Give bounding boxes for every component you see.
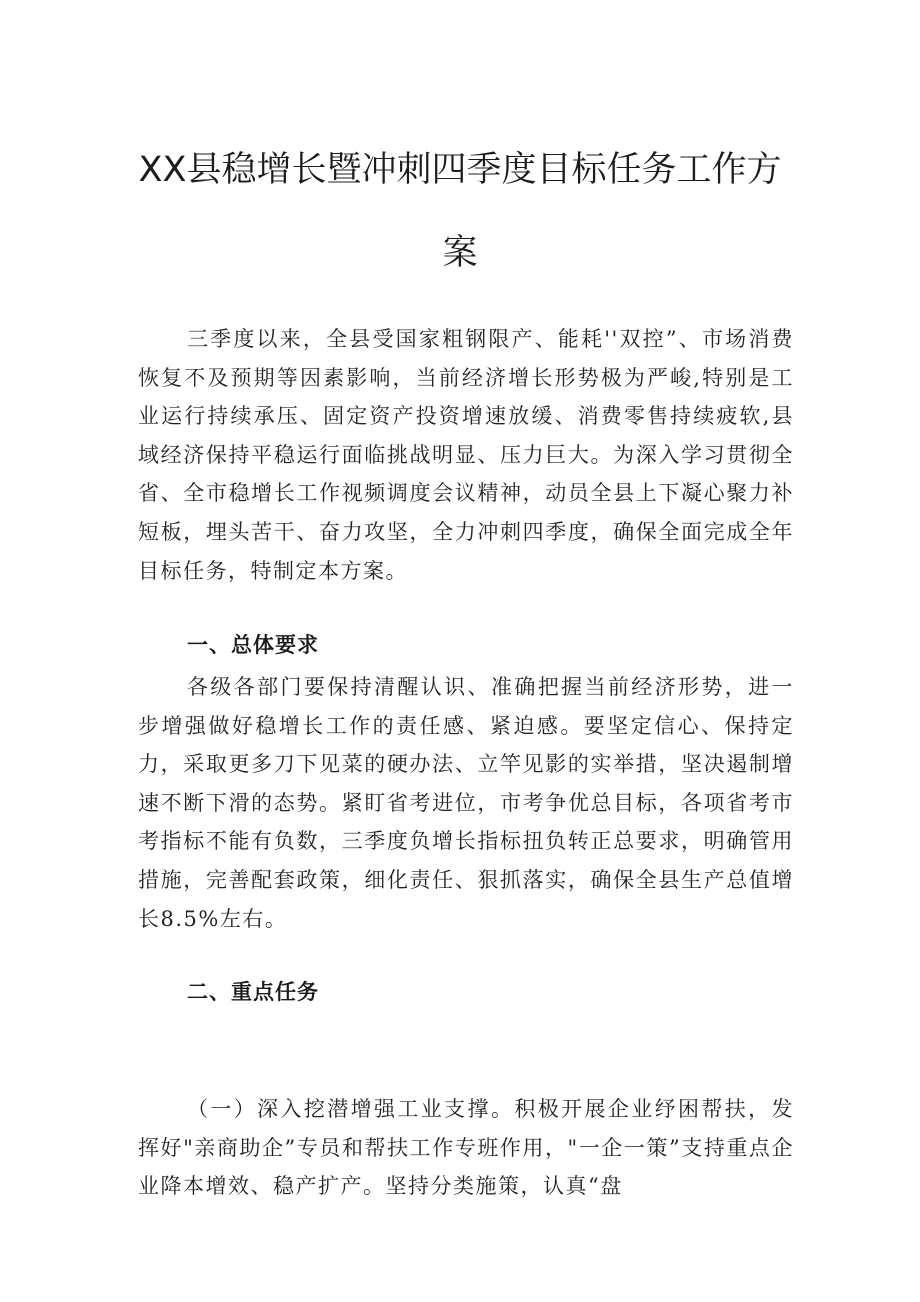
general-requirements-paragraph: 各级各部门要保持清醒认识、准确把握当前经济形势，进一步增强做好稳增长工作的责任感、紧迫感。要坚定信心、保持定力，采取更多刀下见菜的硬办法、立竿见影的实举措，坚决遏制增速不断下滑的态势。紧盯省考进位，市考争优总目标，各项省考市考指标不能有负数，三季度负增长指标扭负转正总要求，明确管用措施，完善配套政策，细化责任、狠抓落实，确保全县生产总值增长8.5%左右。 [138,675,794,931]
document-title-line-2: 案 [442,233,478,273]
section-heading-general-requirements: 一、总体要求 [187,633,319,657]
intro-paragraph: 三季度以来，全县受国家粗钢限产、能耗''双控”、市场消费恢复不及预期等因素影响，当前经济增长形势极为严峻,特别是工业运行持续承压、固定资产投资增速放缓、消费零售持续疲软,县域经济保持平稳运行面临挑战明显、压力巨大。为深入学习贯彻全省、全市稳增长工作视频调度会议精神，动员全县上下凝心聚力补短板，埋头苦干、奋力攻坚，全力冲刺四季度，确保全面完成全年目标任务，特制定本方案。 [138,327,794,583]
section-heading-key-tasks: 二、重点任务 [187,980,319,1004]
key-tasks-paragraph: （一）深入挖潜增强工业支撑。积极开展企业纾困帮扶，发挥好"亲商助企”专员和帮扶工作专班作用，"一企一策”支持重点企业降本增效、稳产扩产。坚持分类施策，认真“盘 [138,1097,794,1199]
document-title-line-1: XX县稳增长暨冲刺四季度目标任务工作方 [138,150,782,190]
